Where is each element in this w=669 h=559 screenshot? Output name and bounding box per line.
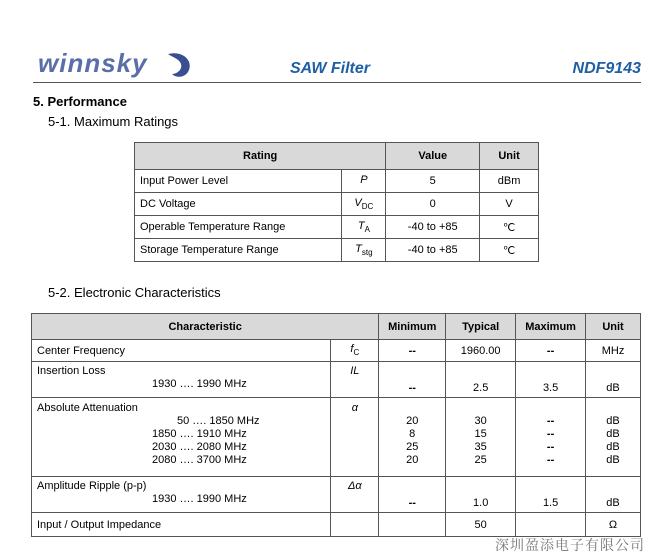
- col-header-characteristic: Characteristic: [32, 314, 379, 340]
- subsection-electronic-characteristics: 5-2. Electronic Characteristics: [48, 285, 221, 300]
- col-header-minimum: Minimum: [379, 314, 446, 340]
- table-row: Center Frequency $f_C$ -- 1960.00 -- MHz: [32, 340, 641, 362]
- col-header-rating: Rating: [135, 143, 386, 170]
- part-number: NDF9143: [572, 60, 641, 77]
- col-header-maximum: Maximum: [516, 314, 586, 340]
- table-row: DC Voltage $V_{DC}$ 0 V: [135, 193, 539, 216]
- col-header-typical: Typical: [446, 314, 516, 340]
- col-header-unit: Unit: [480, 143, 539, 170]
- col-header-unit: Unit: [586, 314, 641, 340]
- table-row: Insertion Loss 1930 …. 1990 MHz IL -- 2.5 3.5 dB: [32, 362, 641, 398]
- logo-text: winnsky: [38, 48, 148, 78]
- table-row: Input / Output Impedance 50 Ω: [32, 513, 641, 537]
- document-title: SAW Filter: [290, 60, 371, 77]
- table-row: Storage Temperature Range $T_{stg}$ -40 to +85 ℃: [135, 239, 539, 262]
- watermark: 深圳盈添电子有限公司: [495, 537, 645, 553]
- logo-swoosh-icon: [168, 53, 190, 77]
- electronic-characteristics-table: [31, 313, 641, 537]
- table-row: Input Power Level P 5 dBm: [135, 170, 539, 193]
- header-divider: [33, 82, 641, 83]
- winnsky-logo: [36, 48, 196, 82]
- section-title: 5. Performance: [33, 94, 127, 109]
- table-row: Amplitude Ripple (p-p) 1930 …. 1990 MHz Δα -- 1.0 1.5 dB: [32, 477, 641, 513]
- table-row: Absolute Attenuation 50 …. 1850 MHz 1850 …. 1910 MHz 2030 …. 2080 MHz 2080 …. 3700 MHz α 20 8 25 20 30 15 35 25 -- -- -- -- dB dB dB dB: [32, 398, 641, 477]
- max-ratings-table: [134, 142, 539, 262]
- subsection-max-ratings: 5-1. Maximum Ratings: [48, 114, 179, 129]
- table-row: Operable Temperature Range $T_A$ -40 to +85 ℃: [135, 216, 539, 239]
- col-header-value: Value: [386, 143, 480, 170]
